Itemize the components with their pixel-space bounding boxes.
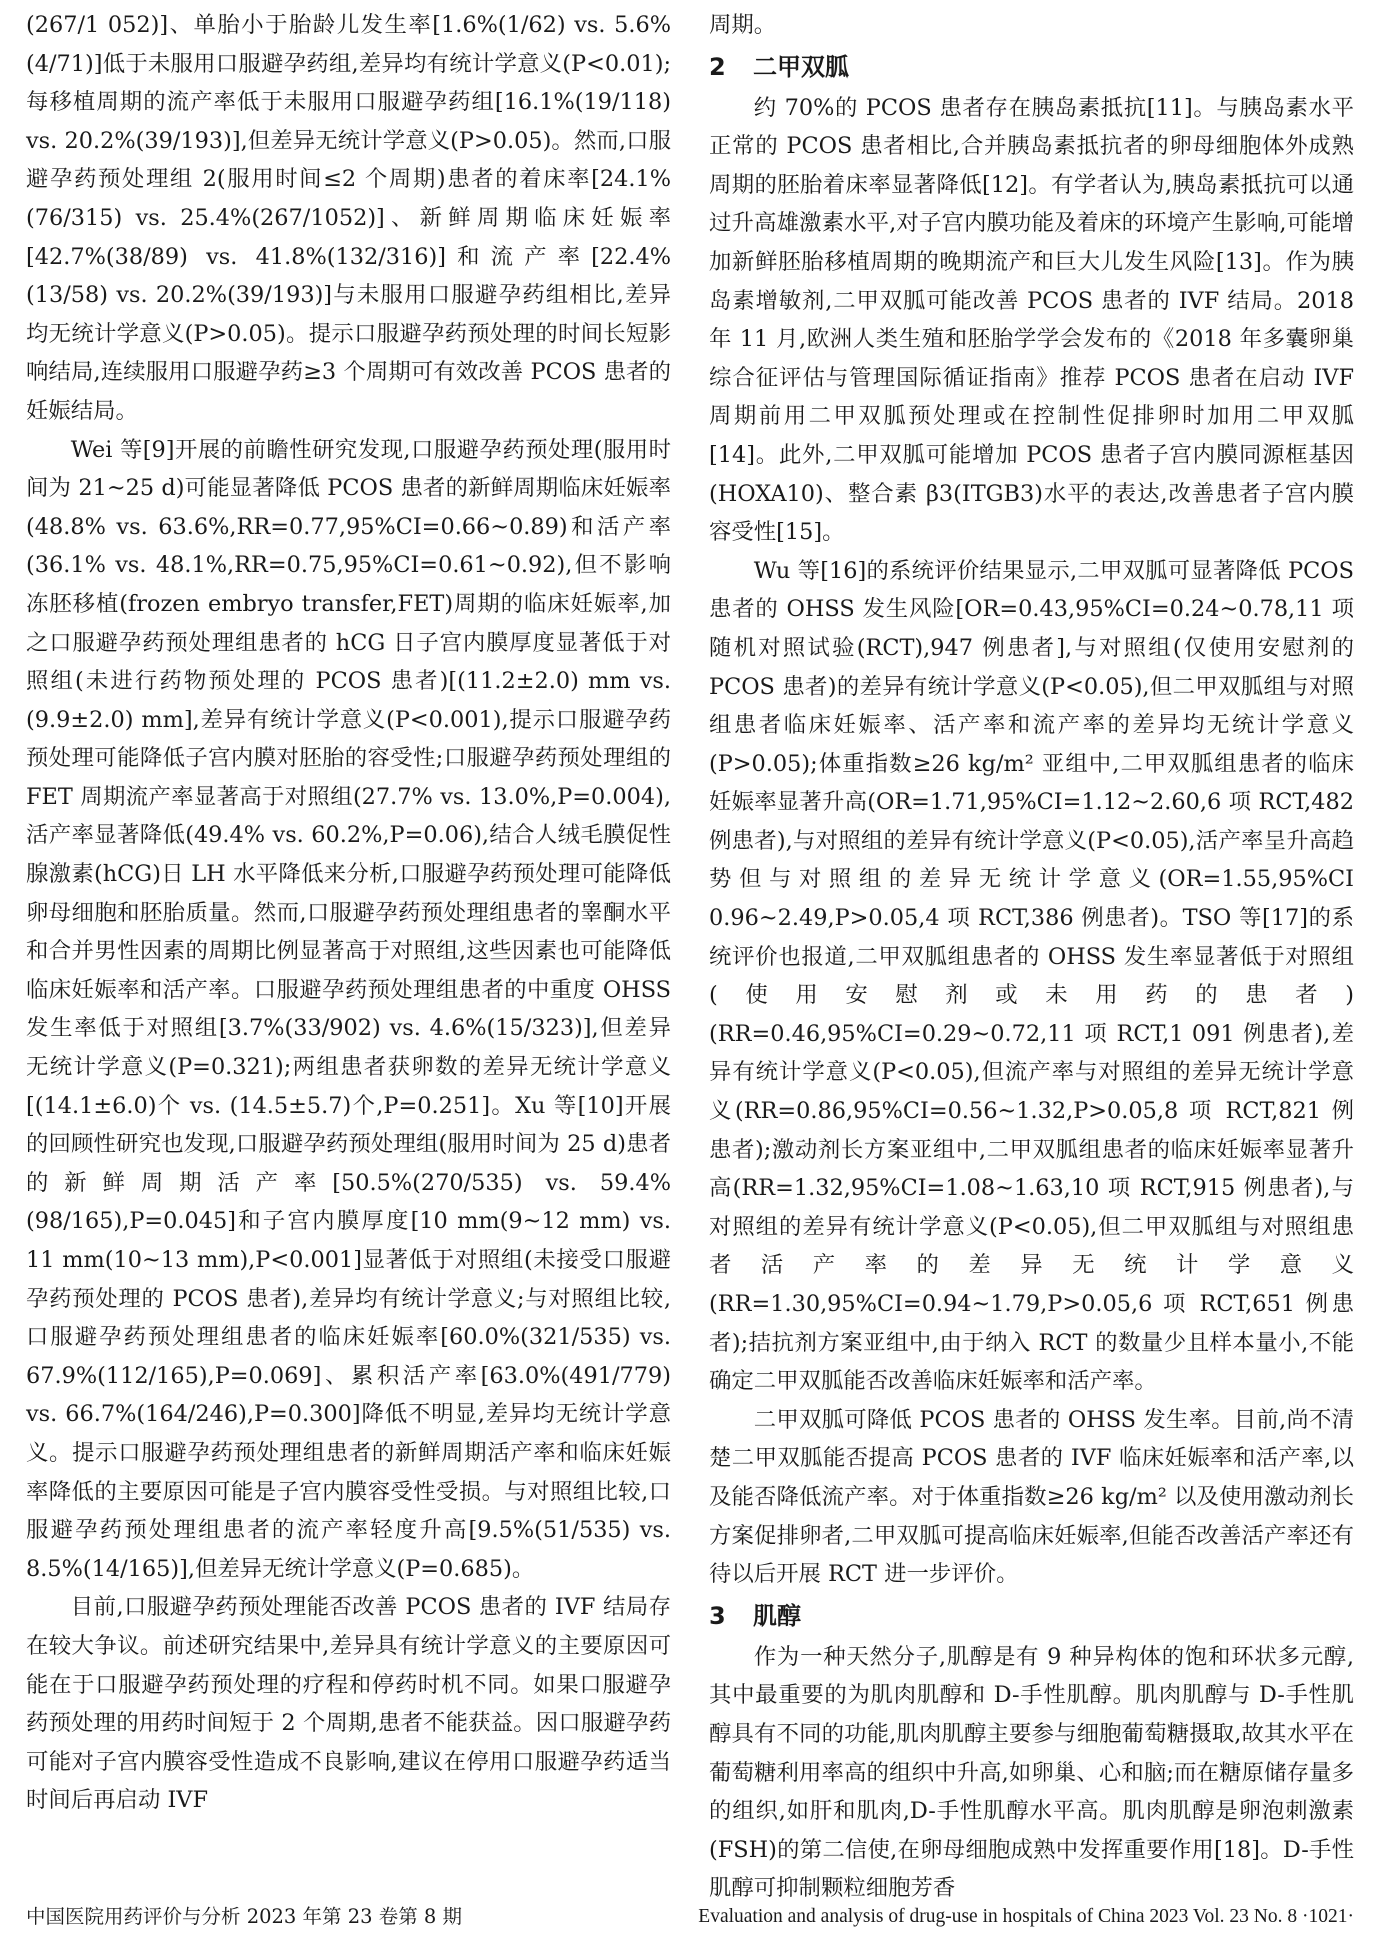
body-paragraph: Wei 等[9]开展的前瞻性研究发现,口服避孕药预处理(服用时间为 21~25 d)可能显著降低 PCOS 患者的新鲜周期临床妊娠率(48.8% vs. 63.6%,RR=0.77,95%CI=0.66~0.89)和活产率(36.1% vs. 48.1%,RR=0.75,95%CI=0.61~0.92),但不影响冻胚移植(frozen embryo transfer,FET)周期的临床妊娠率,加之口服避孕药预处理组患者的 hCG 日子宫内膜厚度显著低于对照组(未进行药物预处理的 PCOS 患者)[(11.2±2.0) mm vs. (9.9±2.0) mm],差异有统计学意义(P<0.001),提示口服避孕药预处理可能降低子宫内膜对胚胎的容受性;口服避孕药预处理组的 FET 周期流产率显著高于对照组(27.7% vs. 13.0%,P=0.004),活产率显著降低(49.4% vs. 60.2%,P=0.06),结合人绒毛膜促性腺激素(hCG)日 LH 水平降低来分析,口服避孕药预处理可能降低卵母细胞和胚胎质量。然而,口服避孕药预处理组患者的睾酮水平和合并男性因素的周期比例显著高于对照组,这些因素也可能降低临床妊娠率和活产率。口服避孕药预处理组患者的中重度 OHSS 发生率低于对照组[3.7%(33/902) vs. 4.6%(15/323)],但差异无统计学意义(P=0.321);两组患者获卵数的差异无统计学意义[(14.1±6.0)个 vs. (14.5±5.7)个,P=0.251]。Xu 等[10]开展的回顾性研究也发现,口服避孕药预处理组(服用时间为 25 d)患者的新鲜周期活产率[50.5%(270/535) vs. 59.4%(98/165),P=0.045]和子宫内膜厚度[10 mm(9~12 mm) vs. 11 mm(10~13 mm),P<0.001]显著低于对照组(未接受口服避孕药预处理的 PCOS 患者),差异均有统计学意义;与对照组比较,口服避孕药预处理组患者的临床妊娠率[60.0%(321/535) vs. 67.9%(112/165),P=0.069]、累积活产率[63.0%(491/779) vs. 66.7%(164/246),P=0.300]降低不明显,差异均无统计学意义。提示口服避孕药预处理组患者的新鲜周期活产率和临床妊娠率降低的主要原因可能是子宫内膜容受性受损。与对照组比较,口服避孕药预处理组患者的流产率轻度升高[9.5%(51/535) vs. 8.5%(14/165)],但差异无统计学意义(P=0.685)。 [26,436,671,1582]
left-column [26,6,671,1820]
journal-name-en: Evaluation and analysis of drug-use in hospitals of China 2023 Vol. 23 No. 8 ·1021· [698,1906,1354,1927]
section-title: 二甲双胍 [753,52,849,81]
section-heading [709,1594,1354,1638]
page-footer [26,1902,1354,1932]
journal-name-cn: 中国医院用药评价与分析 2023 年第 23 卷第 8 期 [26,1905,463,1928]
body-paragraph: 目前,口服避孕药预处理能否改善 PCOS 患者的 IVF 结局存在较大争议。前述研究结果中,差异具有统计学意义的主要原因可能在于口服避孕药预处理的疗程和停药时机不同。如果口服避孕药预处理的用药时间短于 2 个周期,患者不能获益。因口服避孕药可能对子宫内膜容受性造成不良影响,建议在停用口服避孕药适当时间后再启动 IVF [26,1594,671,1814]
body-paragraph: 周期。 [709,12,777,38]
body-paragraph: 约 70%的 PCOS 患者存在胰岛素抵抗[11]。与胰岛素水平正常的 PCOS 患者相比,合并胰岛素抵抗者的卵母细胞体外成熟周期的胚胎着床率显著降低[12]。有学者认为,胰岛素抵抗可以通过升高雄激素水平,对子宫内膜功能及着床的环境产生影响,可能增加新鲜胚胎移植周期的晚期流产和巨大儿发生风险[13]。作为胰岛素增敏剂,二甲双胍可能改善 PCOS 患者的 IVF 结局。2018 年 11 月,欧洲人类生殖和胚胎学学会发布的《2018 年多囊卵巢综合征评估与管理国际循证指南》推荐 PCOS 患者在启动 IVF 周期前用二甲双胍预处理或在控制性促排卵时加用二甲双胍[14]。此外,二甲双胍可能增加 PCOS 患者子宫内膜同源框基因(HOXA10)、整合素 β3(ITGB3)水平的表达,改善患者子宫内膜容受性[15]。 [709,94,1354,546]
body-paragraph: Wu 等[16]的系统评价结果显示,二甲双胍可显著降低 PCOS 患者的 OHSS 发生风险[OR=0.43,95%CI=0.24~0.78,11 项随机对照试验(RCT),947 例患者],与对照组(仅使用安慰剂的 PCOS 患者)的差异有统计学意义(P<0.05),但二甲双胍组与对照组患者临床妊娠率、活产率和流产率的差异均无统计学意义(P>0.05);体重指数≥26 kg/m² 亚组中,二甲双胍组患者的临床妊娠率显著升高(OR=1.71,95%CI=1.12~2.60,6 项 RCT,482 例患者),与对照组的差异有统计学意义(P<0.05),活产率呈升高趋势但与对照组的差异无统计学意义(OR=1.55,95%CI 0.96~2.49,P>0.05,4 项 RCT,386 例患者)。TSO 等[17]的系统评价也报道,二甲双胍组患者的 OHSS 发生率显著低于对照组(使用安慰剂或未用药的患者)(RR=0.46,95%CI=0.29~0.72,11 项 RCT,1 091 例患者),差异有统计学意义(P<0.05),但流产率与对照组的差异无统计学意义(RR=0.86,95%CI=0.56~1.32,P>0.05,8 项 RCT,821 例患者);激动剂长方案亚组中,二甲双胍组患者的临床妊娠率显著升高(RR=1.32,95%CI=1.08~1.63,10 项 RCT,915 例患者),与对照组的差异有统计学意义(P<0.05),但二甲双胍组与对照组患者活产率的差异无统计学意义(RR=1.30,95%CI=0.94~1.79,P>0.05,6 项 RCT,651 例患者);拮抗剂方案亚组中,由于纳入 RCT 的数量少且样本量小,不能确定二甲双胍能否改善临床妊娠率和活产率。 [709,557,1354,1395]
body-paragraph: 作为一种天然分子,肌醇是有 9 种异构体的饱和环状多元醇,其中最重要的为肌肉肌醇和 D-手性肌醇。肌肉肌醇与 D-手性肌醇具有不同的功能,肌肉肌醇主要参与细胞葡萄糖摄取,故其水平在葡萄糖利用率高的组织中升高,如卵巢、心和脑;而在糖原储存量多的组织,如肝和肌肉,D-手性肌醇水平高。肌肉肌醇是卵泡刺激素(FSH)的第二信使,在卵母细胞成熟中发挥重要作用[18]。D-手性肌醇可抑制颗粒细胞芳香 [709,1643,1354,1902]
section-number: 2 [709,52,726,81]
right-column [709,6,1354,1908]
body-paragraph: (267/1 052)]、单胎小于胎龄儿发生率[1.6%(1/62) vs. 5.6%(4/71)]低于未服用口服避孕药组,差异均有统计学意义(P<0.01);每移植周期的流产率低于未服用口服避孕药组[16.1%(19/118) vs. 20.2%(39/193)],但差异无统计学意义(P>0.05)。然而,口服避孕药预处理组 2(服用时间≤2 个周期)患者的着床率[24.1%(76/315) vs. 25.4%(267/1052)]、新鲜周期临床妊娠率[42.7%(38/89) vs. 41.8%(132/316)]和流产率[22.4%(13/58) vs. 20.2%(39/193)]与未服用口服避孕药组相比,差异均无统计学意义(P>0.05)。提示口服避孕药预处理的时间长短影响结局,连续服用口服避孕药≥3 个周期可有效改善 PCOS 患者的妊娠结局。 [26,12,671,424]
section-number: 3 [709,1601,726,1630]
section-heading [709,45,1354,89]
section-title: 肌醇 [753,1601,801,1630]
body-paragraph: 二甲双胍可降低 PCOS 患者的 OHSS 发生率。目前,尚不清楚二甲双胍能否提高 PCOS 患者的 IVF 临床妊娠率和活产率,以及能否降低流产率。对于体重指数≥26 kg/m² 以及使用激动剂长方案促排卵者,二甲双胍可提高临床妊娠率,但能否改善活产率还有待以后开展 RCT 进一步评价。 [709,1406,1354,1588]
